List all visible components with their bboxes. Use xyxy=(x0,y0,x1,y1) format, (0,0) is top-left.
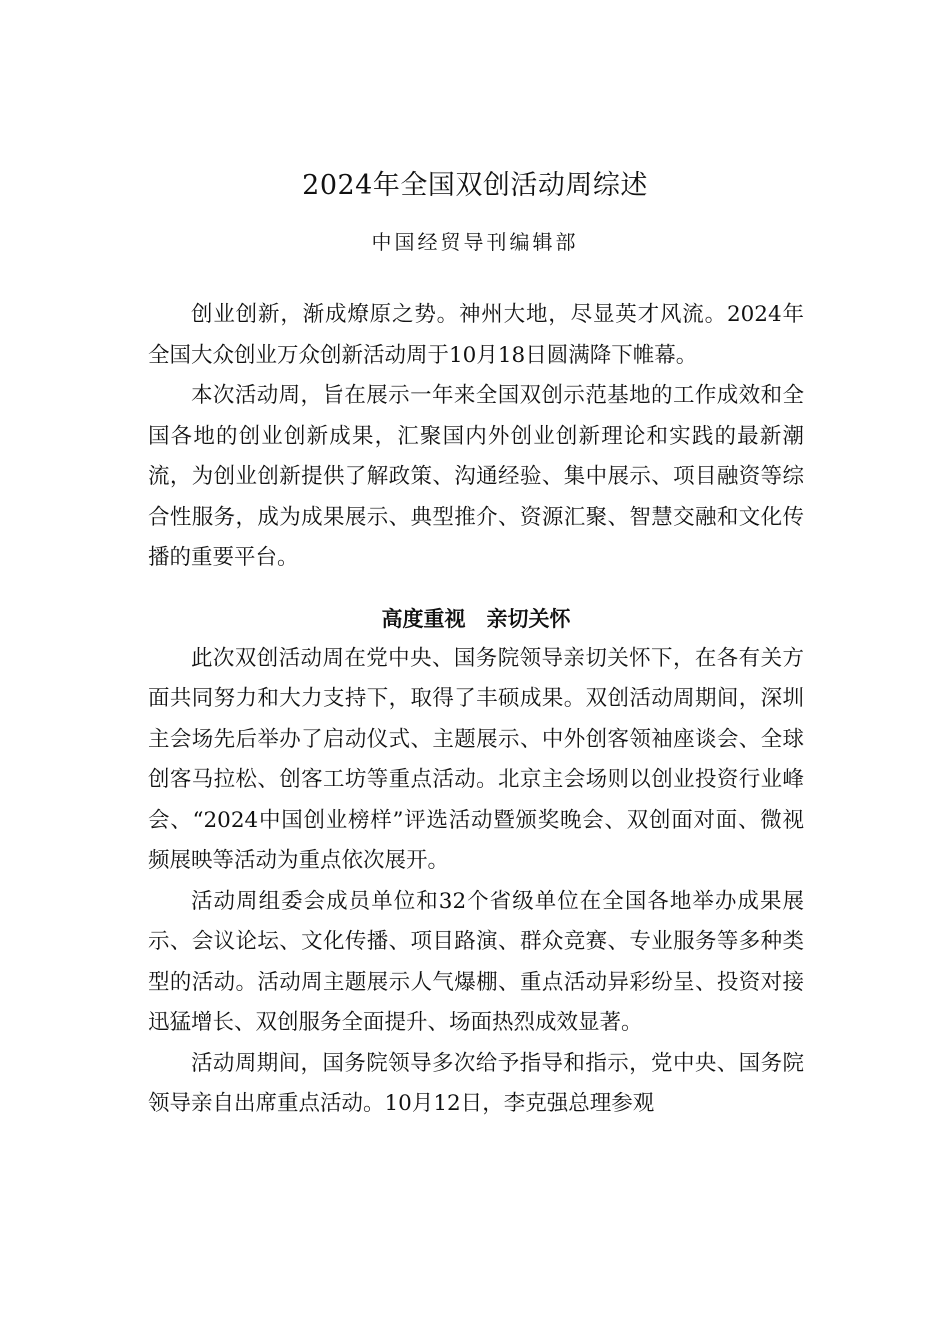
byline: 中国经贸导刊编辑部 xyxy=(371,230,579,254)
document-title: 2024年全国双创活动周综述 xyxy=(302,170,648,201)
section-heading: 高度重视 亲切关怀 xyxy=(381,606,571,631)
article-body xyxy=(148,295,804,1125)
paragraph: 此次双创活动周在党中央、国务院领导亲切关怀下，在各有关方面共同努力和大力支持下，取得了丰硕成果。双创活动周期间，深圳主会场先后举办了启动仪式、主题展示、中外创客领袖座谈会、全球创客马拉松、创客工坊等重点活动。北京主会场则以创业投资行业峰会、“2024中国创业榜样”评选活动暨颁奖晚会、双创面对面、微视频展映等活动为重点依次展开。 xyxy=(148,645,804,873)
paragraph: 本次活动周，旨在展示一年来全国双创示范基地的工作成效和全国各地的创业创新成果，汇聚国内外创业创新理论和实践的最新潮流，为创业创新提供了解政策、沟通经验、集中展示、项目融资等综合性服务，成为成果展示、典型推介、资源汇聚、智慧交融和文化传播的重要平台。 xyxy=(148,383,804,570)
paragraph: 活动周期间，国务院领导多次给予指导和指示，党中央、国务院领导亲自出席重点活动。10月12日，李克强总理参观 xyxy=(148,1050,804,1116)
paragraph: 创业创新，渐成燎原之势。神州大地，尽显英才风流。2024年全国大众创业万众创新活动周于10月18日圆满降下帷幕。 xyxy=(148,302,804,368)
paragraph: 活动周组委会成员单位和32个省级单位在全国各地举办成果展示、会议论坛、文化传播、项目路演、群众竞赛、专业服务等多种类型的活动。活动周主题展示人气爆棚、重点活动异彩纷呈、投资对接迅猛增长、双创服务全面提升、场面热烈成效显著。 xyxy=(148,888,804,1035)
